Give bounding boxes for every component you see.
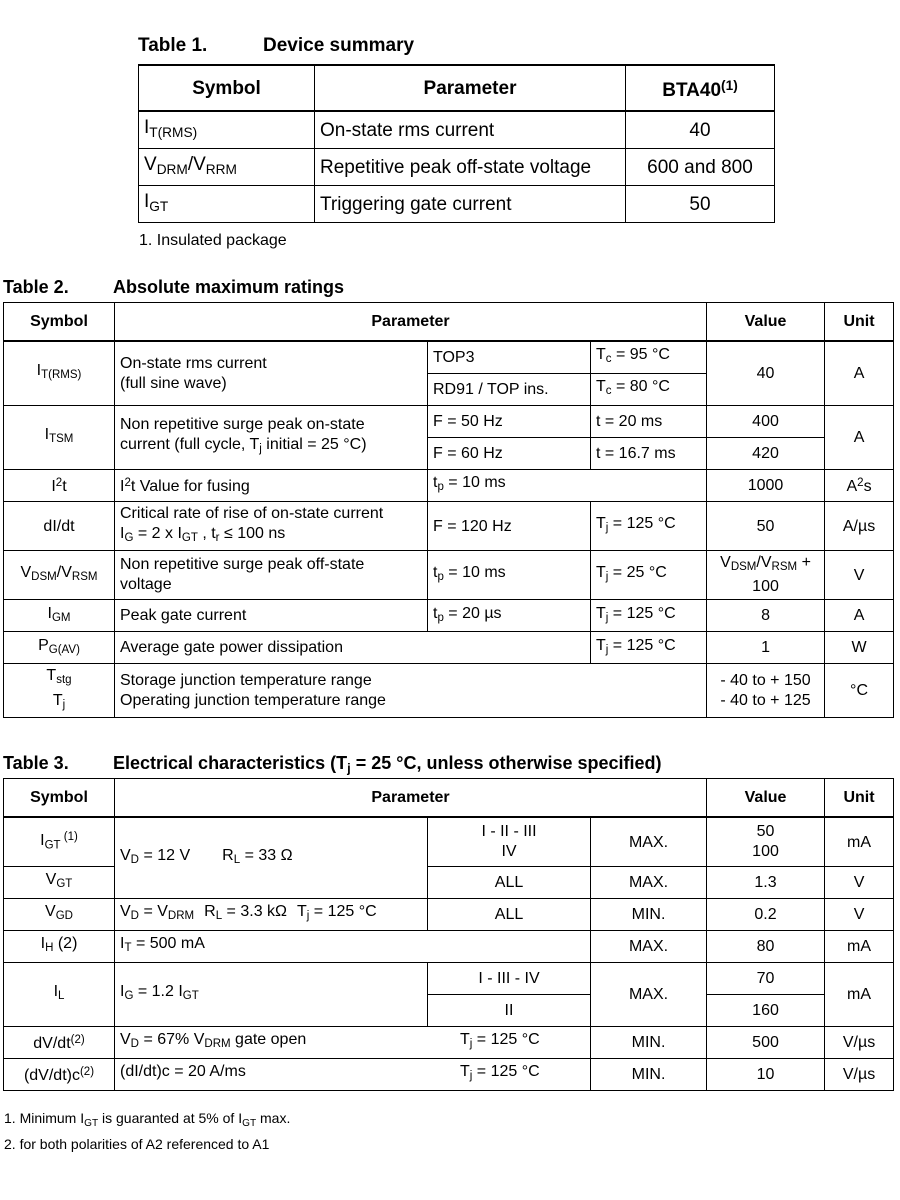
header-value: Value <box>707 303 825 342</box>
table-header-row <box>4 303 894 342</box>
limit-cell: MAX. <box>591 817 707 867</box>
table1-caption-number: Table 1. <box>138 35 208 56</box>
table3-caption <box>3 753 662 776</box>
condition-cell: $t_p = 10$ ms <box>428 551 591 600</box>
frequency-cell: F = 120 Hz <box>428 502 591 551</box>
quadrant-cell: ALL <box>428 867 591 899</box>
table1-caption <box>138 35 414 57</box>
value-cell: 0.2 <box>707 899 825 931</box>
parameter-cell: On-state rms current <box>315 111 626 149</box>
parameter-cell: Critical rate of rise of on-state current $I_G = 2$ x $I_{GT}$ , $t_r \le 100$ ns <box>115 502 428 551</box>
symbol-cell: $(dV/dt)c^{(2)}$ <box>4 1059 115 1091</box>
limit-cell: MIN. <box>591 1027 707 1059</box>
symbol-cell: $I_{T(RMS)}$ <box>4 341 115 406</box>
quadrant-cell: ALL <box>428 899 591 931</box>
unit-cell: mA <box>825 931 894 963</box>
parameter-cell: $I^2t$ Value for fusing <box>115 470 428 502</box>
package-cell: TOP3 <box>428 341 591 374</box>
value-cell: 1 <box>707 632 825 664</box>
table-row <box>4 1059 894 1091</box>
limit-cell: MIN. <box>591 1059 707 1091</box>
frequency-cell: F = 50 Hz <box>428 406 591 438</box>
condition-cell: $I_G = 1.2$ $I_{GT}$ <box>115 963 428 1027</box>
condition-cell: (dI/dt)c = 20 A/ms $T_j = 125$ °C <box>115 1059 591 1091</box>
value-cell: 1.3 <box>707 867 825 899</box>
parameter-cell: Average gate power dissipation <box>115 632 591 664</box>
symbol-cell: $V_{GT}$ <box>4 867 115 899</box>
value-cell: 70 <box>707 963 825 995</box>
limit-cell: MIN. <box>591 899 707 931</box>
condition-cell: $I_T = 500$ mA <box>115 931 591 963</box>
condition-cell: $T_j = 125$ °C <box>591 600 707 632</box>
unit-cell: W <box>825 632 894 664</box>
unit-cell: V <box>825 899 894 931</box>
value-cell: 10 <box>707 1059 825 1091</box>
symbol-cell: $I^2t$ <box>4 470 115 502</box>
value-cell: 50 <box>626 186 775 223</box>
value-cell: - 40 to + 150 - 40 to + 125 <box>707 664 825 717</box>
symbol-cell: $I_{T(RMS)}$ <box>139 111 315 149</box>
condition-cell: $T_j = 125$ °C <box>591 632 707 664</box>
quadrant-cell: I - II - III IV <box>428 817 591 867</box>
value-cell: 8 <box>707 600 825 632</box>
condition-cell: t = 20 ms <box>591 406 707 438</box>
table-row <box>4 551 894 600</box>
condition-cell: $T_j = 125$ °C <box>591 502 707 551</box>
table-row <box>139 186 775 223</box>
table-header-row <box>139 65 775 111</box>
value-cell: $V_{DSM}/V_{RSM}$ + 100 <box>707 551 825 600</box>
parameter-cell: Non repetitive surge peak on-state current (full cycle, $T_j$ initial = 25 °C) <box>115 406 428 470</box>
table-row <box>4 1027 894 1059</box>
parameter-cell: Peak gate current <box>115 600 428 632</box>
unit-cell: mA <box>825 817 894 867</box>
symbol-cell: $V_{DSM}/V_{RSM}$ <box>4 551 115 600</box>
table-row <box>4 341 894 374</box>
limit-cell: MAX. <box>591 963 707 1027</box>
table-row <box>4 600 894 632</box>
symbol-cell: $I_L$ <box>4 963 115 1027</box>
quadrant-cell: I - III - IV <box>428 963 591 995</box>
table3-caption-number: Table 3. <box>3 753 69 773</box>
table-row <box>4 664 894 717</box>
symbol-cell: $dV/dt^{(2)}$ <box>4 1027 115 1059</box>
unit-cell: °C <box>825 664 894 717</box>
condition-cell: t = 16.7 ms <box>591 438 707 470</box>
quadrant-cell: II <box>428 995 591 1027</box>
value-cell: 600 and 800 <box>626 149 775 186</box>
symbol-cell: dI/dt <box>4 502 115 551</box>
table2-caption-title: Absolute maximum ratings <box>113 277 345 297</box>
value-cell: 50 100 <box>707 817 825 867</box>
symbol-cell: $V_{GD}$ <box>4 899 115 931</box>
value-cell: 400 <box>707 406 825 438</box>
condition-cell: $t_p = 20$ µs <box>428 600 591 632</box>
symbol-cell: $I_{GM}$ <box>4 600 115 632</box>
unit-cell: mA <box>825 963 894 1027</box>
parameter-cell: Storage junction temperature range Operating junction temperature range <box>115 664 707 717</box>
table-row <box>4 406 894 438</box>
symbol-cell: $I_{TSM}$ <box>4 406 115 470</box>
condition-cell: $T_c = 95$ °C <box>591 341 707 374</box>
unit-cell: $A^2s$ <box>825 470 894 502</box>
frequency-cell: F = 60 Hz <box>428 438 591 470</box>
value-cell: 420 <box>707 438 825 470</box>
header-parameter: Parameter <box>315 65 626 111</box>
symbol-cell: $I_{GT}$ <box>139 186 315 223</box>
parameter-cell: Triggering gate current <box>315 186 626 223</box>
symbol-cell: $I_{GT}$ $^{(1)}$ <box>4 817 115 867</box>
condition-cell: $T_c = 80$ °C <box>591 374 707 406</box>
unit-cell: A/µs <box>825 502 894 551</box>
symbol-cell: $T_{stg}$ $T_j$ <box>4 664 115 717</box>
header-unit: Unit <box>825 303 894 342</box>
symbol-cell: $P_{G(AV)}$ <box>4 632 115 664</box>
symbol-cell: $I_H$ (2) <box>4 931 115 963</box>
device-summary-table <box>138 64 775 223</box>
unit-cell: V <box>825 867 894 899</box>
package-cell: RD91 / TOP ins. <box>428 374 591 406</box>
unit-cell: V <box>825 551 894 600</box>
table-row <box>4 931 894 963</box>
parameter-cell: Repetitive peak off-state voltage <box>315 149 626 186</box>
table-row <box>139 111 775 149</box>
table1-caption-title: Device summary <box>263 35 415 56</box>
value-cell: 1000 <box>707 470 825 502</box>
condition-cell: $V_D = 12$ V $R_L = 33$ Ω <box>115 817 428 899</box>
limit-cell: MAX. <box>591 931 707 963</box>
electrical-characteristics-table <box>3 778 894 1091</box>
unit-cell: A <box>825 341 894 406</box>
table-row <box>4 502 894 551</box>
table3-footnote-2: 2. for both polarities of A2 referenced to A1 <box>4 1136 270 1152</box>
condition-cell: $V_D = 67\%$ $V_{DRM}$ gate open $T_j = 125$ °C <box>115 1027 591 1059</box>
header-symbol: Symbol <box>139 65 315 111</box>
condition-cell: $t_p = 10$ ms <box>428 470 707 502</box>
value-cell: 40 <box>626 111 775 149</box>
absolute-maximum-ratings-table <box>3 302 894 718</box>
header-device: BTA40$^{(1)}$ <box>626 65 775 111</box>
header-value: Value <box>707 779 825 818</box>
table-row <box>4 963 894 995</box>
header-unit: Unit <box>825 779 894 818</box>
condition-cell: $T_j = 25$ °C <box>591 551 707 600</box>
unit-cell: V/µs <box>825 1059 894 1091</box>
table3-caption-title: Electrical characteristics ($T_j = 25$ °C, unless otherwise specified) <box>113 753 662 776</box>
table1-footnote: 1. Insulated package <box>139 232 287 249</box>
unit-cell: A <box>825 406 894 470</box>
table-row <box>4 632 894 664</box>
header-symbol: Symbol <box>4 303 115 342</box>
table-row <box>4 817 894 867</box>
parameter-cell: On-state rms current (full sine wave) <box>115 341 428 406</box>
table-row <box>4 899 894 931</box>
table3-footnote-1: 1. Minimum $I_{GT}$ is guaranted at 5% of $I_{GT}$ max. <box>4 1110 291 1129</box>
unit-cell: V/µs <box>825 1027 894 1059</box>
table-row <box>4 470 894 502</box>
condition-cell: $V_D = V_{DRM}$ $R_L = 3.3$ kΩ $T_j = 125$ °C <box>115 899 428 931</box>
parameter-cell: Non repetitive surge peak off-state voltage <box>115 551 428 600</box>
table-row <box>139 149 775 186</box>
header-symbol: Symbol <box>4 779 115 818</box>
limit-cell: MAX. <box>591 867 707 899</box>
table2-caption <box>3 277 344 298</box>
value-cell: 40 <box>707 341 825 406</box>
header-parameter: Parameter <box>115 779 707 818</box>
value-cell: 50 <box>707 502 825 551</box>
table2-caption-number: Table 2. <box>3 277 69 297</box>
unit-cell: A <box>825 600 894 632</box>
value-cell: 80 <box>707 931 825 963</box>
value-cell: 160 <box>707 995 825 1027</box>
header-parameter: Parameter <box>115 303 707 342</box>
value-cell: 500 <box>707 1027 825 1059</box>
table-header-row <box>4 779 894 818</box>
symbol-cell: $V_{DRM}/V_{RRM}$ <box>139 149 315 186</box>
